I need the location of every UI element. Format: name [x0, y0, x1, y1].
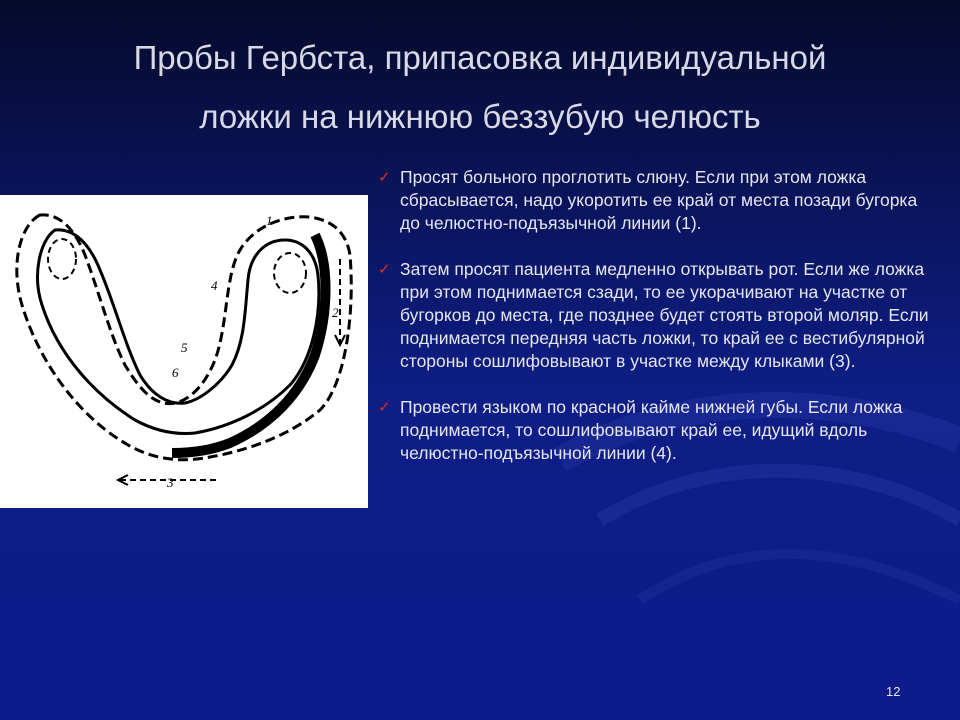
checkmark-icon: ✓ — [378, 169, 391, 186]
slide-title-line-2: ложки на нижнюю беззубую челюсть — [199, 98, 761, 135]
bullet-text: Затем просят пациента медленно открывать рот. Если же ложка при этом поднимается сзади, то ее укорачивают на участке от бугорков до места, где позднее будет стоять второй моляр. Если поднимается передняя часть ложки, то край ее с вестибулярной стороны сошлифовывают в участке между клыками (3). — [400, 259, 929, 371]
checkmark-icon: ✓ — [378, 399, 391, 416]
page-number: 12 — [886, 684, 901, 699]
bullet-list — [378, 166, 938, 465]
figure-label-2: 2 — [332, 305, 339, 320]
figure-label-6: 6 — [172, 365, 179, 380]
bullet-text: Просят больного проглотить слюну. Если при этом ложка сбрасывается, надо укоротить ее край от места позади бугорка до челюстно-подъязычной линии (1). — [400, 167, 918, 233]
checkmark-icon: ✓ — [378, 261, 391, 278]
jaw-tray-drawing — [0, 195, 368, 508]
bullet-item — [378, 396, 938, 465]
figure-label-1: 1 — [266, 213, 273, 228]
figure-label-3: 3 — [167, 475, 174, 490]
figure-label-4: 4 — [211, 278, 218, 293]
jaw-tray-diagram — [0, 195, 368, 508]
figure-label-5: 5 — [181, 340, 188, 355]
bullet-text: Провести языком по красной кайме нижней губы. Если ложка поднимается, то сошлифовывают край ее, идущий вдоль челюстно-подъязычной линии (4). — [400, 397, 903, 463]
bullet-item — [378, 258, 938, 373]
bullet-item — [378, 166, 938, 235]
slide-title-line-1: Пробы Гербста, припасовка индивидуальной — [133, 39, 827, 76]
